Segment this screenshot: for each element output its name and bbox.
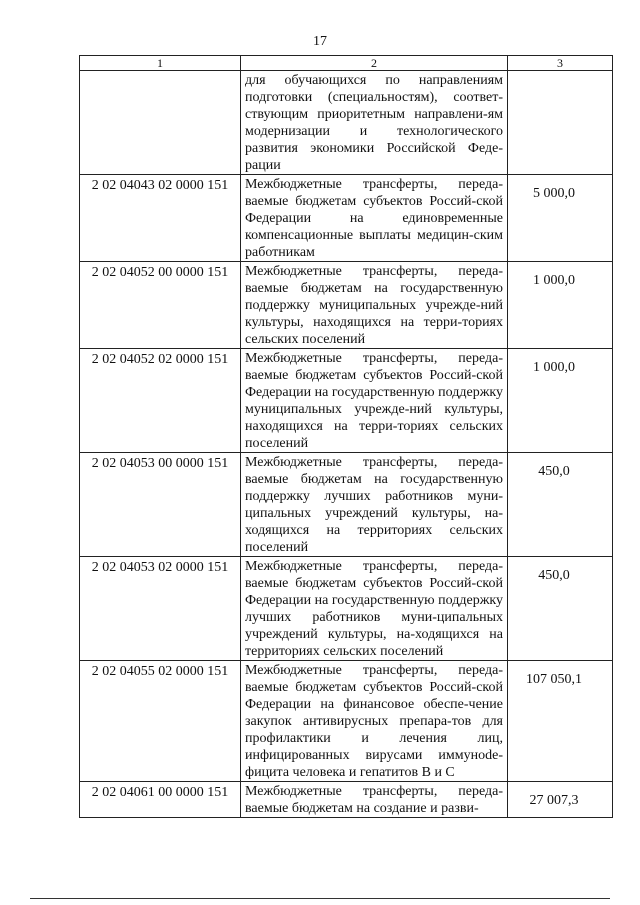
row-value <box>508 71 613 175</box>
row-code: 2 02 04053 02 0000 151 <box>80 557 241 661</box>
row-description: Межбюджетные трансферты, переда-ваемые бюджетам субъектов Россий-ской Федерации на единовременные компенсационные выплаты медицин-ским работникам <box>241 175 508 262</box>
table-row <box>80 175 613 262</box>
row-value: 450,0 <box>508 453 613 557</box>
page-bottom-divider <box>30 898 610 899</box>
table-header-row <box>80 56 613 71</box>
row-value: 450,0 <box>508 557 613 661</box>
row-description: Межбюджетные трансферты, переда-ваемые бюджетам субъектов Россий-ской Федерации на государственную поддержку муниципальных учрежде-ний культуры, находящихся на терри-ториях сельских поселений <box>241 349 508 453</box>
table-row <box>80 262 613 349</box>
row-value: 5 000,0 <box>508 175 613 262</box>
table-row <box>80 453 613 557</box>
row-description: Межбюджетные трансферты, переда-ваемые бюджетам субъектов Россий-ской Федерации на государственную поддержку лучших работников муни-ципальных учреждений культуры, на-ходящихся на территориях сельских поселений <box>241 557 508 661</box>
page-number: 17 <box>313 34 327 49</box>
row-code: 2 02 04052 02 0000 151 <box>80 349 241 453</box>
row-description: для обучающихся по направлениям подготовки (специальностям), соответ-ствующим приоритетным направлени-ям модернизации и технологического развития экономики Российской Феде-рации <box>241 71 508 175</box>
table-row <box>80 782 613 818</box>
row-code: 2 02 04043 02 0000 151 <box>80 175 241 262</box>
row-value: 1 000,0 <box>508 349 613 453</box>
column-header-1: 1 <box>80 56 241 71</box>
table-row <box>80 71 613 175</box>
row-value: 27 007,3 <box>508 782 613 818</box>
column-header-3: 3 <box>508 56 613 71</box>
table-row <box>80 557 613 661</box>
budget-table <box>79 55 613 818</box>
row-description: Межбюджетные трансферты, переда-ваемые бюджетам на создание и разви- <box>241 782 508 818</box>
row-value: 107 050,1 <box>508 661 613 782</box>
row-code: 2 02 04055 02 0000 151 <box>80 661 241 782</box>
row-code: 2 02 04052 00 0000 151 <box>80 262 241 349</box>
column-header-2: 2 <box>241 56 508 71</box>
row-code: 2 02 04061 00 0000 151 <box>80 782 241 818</box>
table-row <box>80 661 613 782</box>
row-description: Межбюджетные трансферты, переда-ваемые бюджетам на государственную поддержку лучших работников муни-ципальных учреждений культуры, на-ходящихся на территориях сельских поселений <box>241 453 508 557</box>
row-code <box>80 71 241 175</box>
row-description: Межбюджетные трансферты, переда-ваемые бюджетам субъектов Россий-ской Федерации на финансовое обеспе-чение закупок антивирусных препара-тов для профилактики и лечения лиц, инфицированных вирусами иммунode-фицита человека и гепатитов B и C <box>241 661 508 782</box>
table-row <box>80 349 613 453</box>
row-value: 1 000,0 <box>508 262 613 349</box>
row-code: 2 02 04053 00 0000 151 <box>80 453 241 557</box>
row-description: Межбюджетные трансферты, переда-ваемые бюджетам на государственную поддержку муниципальных учрежде-ний культуры, находящихся на терри-ториях сельских поселений <box>241 262 508 349</box>
